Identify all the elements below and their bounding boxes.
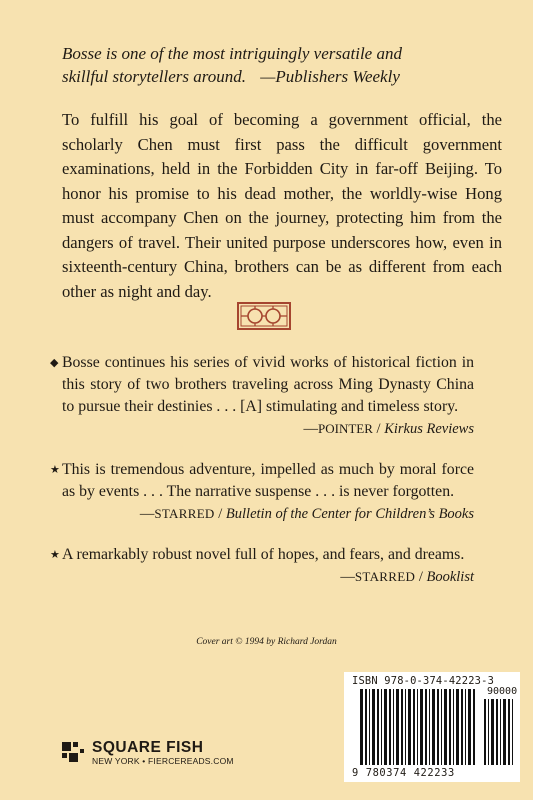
publisher-name: SQUARE FISH — [92, 738, 204, 756]
review-attribution: —POINTER / Kirkus Reviews — [303, 421, 474, 437]
ean-number: 9 780374 422233 — [352, 767, 455, 779]
lead-quote — [62, 42, 482, 88]
publisher-location: NEW YORK • FIERCEREADS.COM — [92, 755, 234, 766]
review-bulletin — [50, 459, 474, 525]
review-text: This is tremendous adventure, impelled as much by moral force as by events . . . The narrative suspense . . . is never forgotten. — [62, 461, 474, 500]
synopsis: To fulfill his goal of becoming a government official, the scholarly Chen must first pass the difficult government examinations, held in the Forbidden City in far-off Beijing. To honor his promise to his dead mother, the worldly-wise Hong must accompany Chen on the journey, protecting him from the dangers of travel. Their united purpose underscores how, even in sixteenth-century China, brothers can be as different from each other as night and day. — [62, 110, 502, 301]
publisher-imprint — [60, 735, 234, 771]
lead-quote-source: —Publishers Weekly — [260, 67, 400, 86]
isbn-number: ISBN 978-0-374-42223-3 — [352, 675, 495, 687]
star-icon: ★ — [50, 464, 60, 476]
price-code: 90000 — [487, 686, 518, 697]
review-attribution: —STARRED / Bulletin of the Center for Children’s Books — [139, 506, 474, 522]
ornament-divider — [237, 302, 291, 330]
isbn-barcode — [344, 672, 520, 782]
diamond-icon: ◆ — [50, 357, 59, 369]
lead-quote-line-2: skillful storytellers around. — [62, 67, 247, 86]
lead-quote-line-1: Bosse is one of the most intriguingly versatile and — [62, 44, 402, 63]
review-kirkus — [50, 352, 474, 440]
review-attribution: —STARRED / Booklist — [340, 569, 474, 585]
review-text: Bosse continues his series of vivid works of historical fiction in this story of two brothers traveling across Ming Dynasty China to pursue their destinies . . . [A] stimulating and timeless story. — [62, 354, 474, 415]
review-booklist — [50, 544, 474, 588]
fish-logo-icon — [60, 740, 86, 766]
star-icon: ★ — [50, 549, 60, 561]
review-text: A remarkably robust novel full of hopes, and fears, and dreams. — [62, 546, 465, 563]
cover-art-credit: Cover art © 1994 by Richard Jordan — [196, 637, 337, 647]
